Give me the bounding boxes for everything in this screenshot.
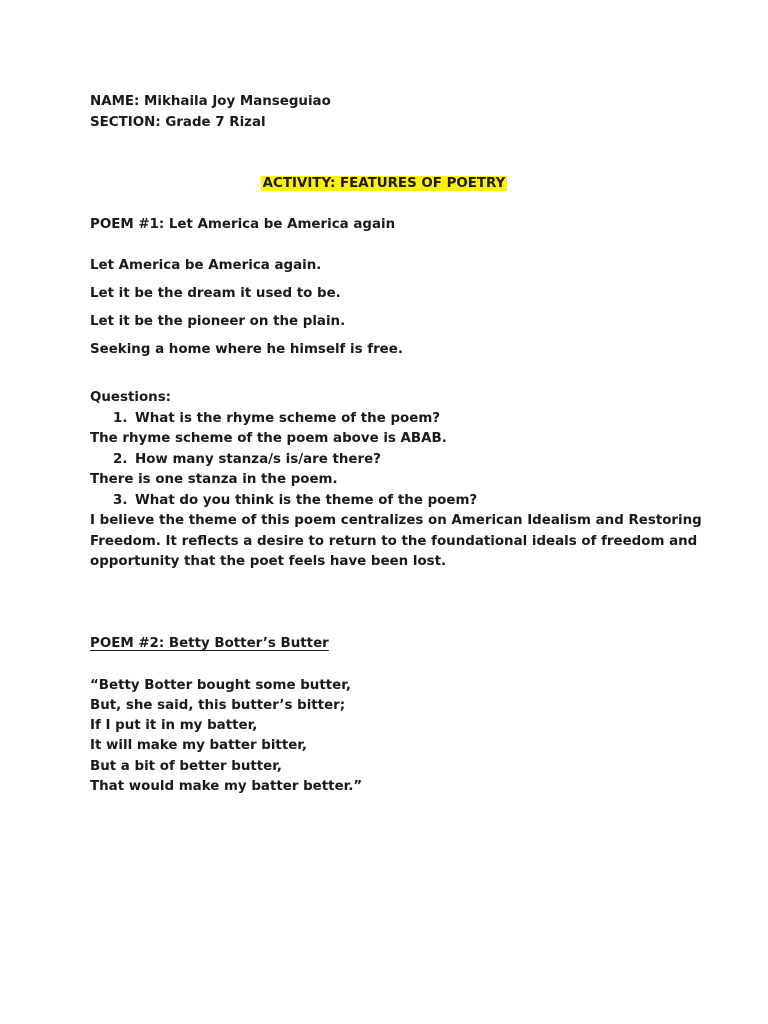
question-item bbox=[113, 491, 477, 511]
activity-title-row bbox=[0, 174, 768, 194]
poem2-line: “Betty Botter bought some butter, bbox=[90, 678, 351, 693]
question-number: 2. bbox=[113, 452, 128, 467]
answer-line: opportunity that the poet feels have been lost. bbox=[90, 554, 447, 569]
answer-line: I believe the theme of this poem centralizes on American Idealism and Restoring bbox=[90, 513, 702, 528]
question-text: What is the rhyme scheme of the poem? bbox=[135, 411, 441, 426]
question-item bbox=[113, 409, 440, 429]
poem2-line: If I put it in my batter, bbox=[90, 718, 258, 733]
answer-line: There is one stanza in the poem. bbox=[90, 472, 338, 487]
question-text: How many stanza/s is/are there? bbox=[135, 452, 381, 467]
student-section: SECTION: Grade 7 Rizal bbox=[90, 115, 266, 130]
question-number: 3. bbox=[113, 493, 128, 508]
answer-line: The rhyme scheme of the poem above is ABAB. bbox=[90, 431, 447, 446]
poem2-line: But, she said, this butter’s bitter; bbox=[90, 698, 346, 713]
answer-line: Freedom. It reflects a desire to return to the foundational ideals of freedom and bbox=[90, 534, 698, 549]
poem1-line: Seeking a home where he himself is free. bbox=[90, 342, 403, 357]
poem2-title: POEM #2: Betty Botter’s Butter bbox=[90, 636, 329, 651]
question-text: What do you think is the theme of the poem? bbox=[135, 493, 478, 508]
poem2-line: It will make my batter bitter, bbox=[90, 738, 308, 753]
question-item bbox=[113, 450, 381, 470]
questions-heading: Questions: bbox=[90, 390, 172, 405]
poem2-line: But a bit of better butter, bbox=[90, 759, 282, 774]
question-number: 1. bbox=[113, 411, 128, 426]
poem1-line: Let it be the dream it used to be. bbox=[90, 286, 341, 301]
student-name: NAME: Mikhaila Joy Manseguiao bbox=[90, 94, 331, 109]
poem2-line: That would make my batter better.” bbox=[90, 779, 363, 794]
activity-title: ACTIVITY: FEATURES OF POETRY bbox=[262, 176, 506, 191]
poem1-line: Let it be the pioneer on the plain. bbox=[90, 314, 346, 329]
poem1-title: POEM #1: Let America be America again bbox=[90, 217, 396, 232]
poem1-line: Let America be America again. bbox=[90, 258, 322, 273]
